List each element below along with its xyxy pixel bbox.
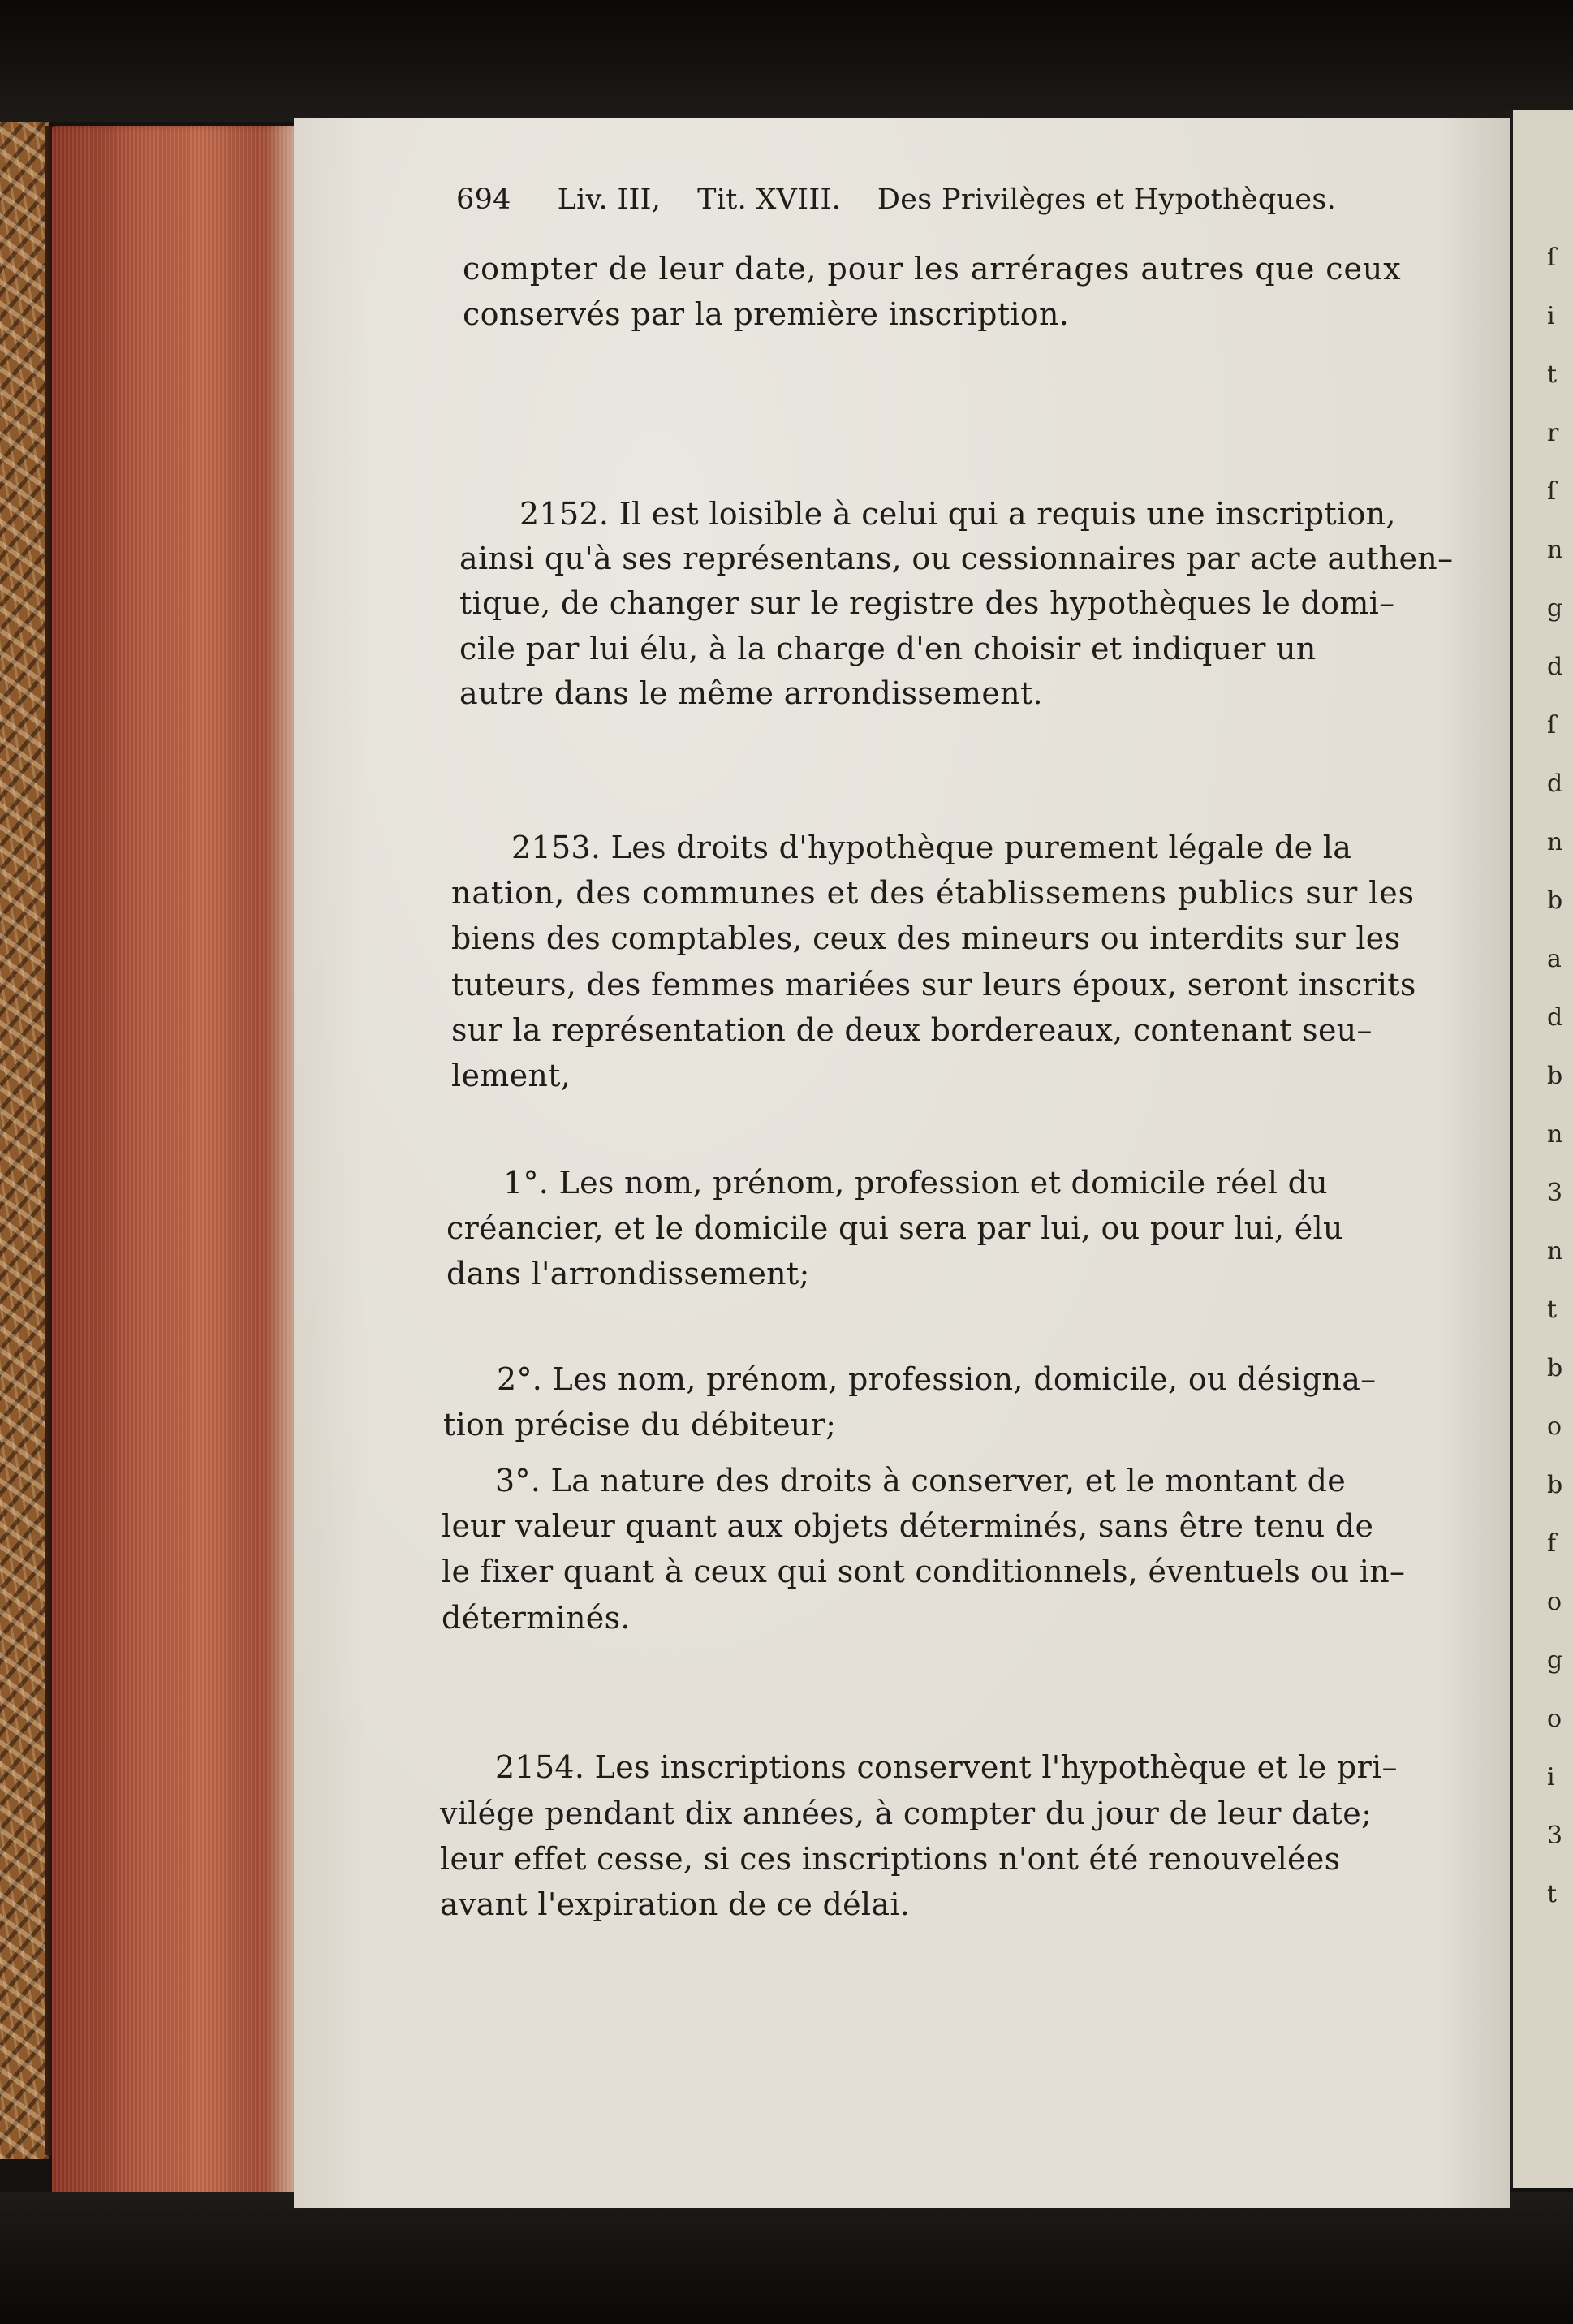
facing-page-glyph: b	[1547, 1354, 1563, 1382]
paragraph-line: 2154. Les inscriptions conservent l'hypothèque et le pri–	[495, 1749, 1398, 1785]
paragraph-line: le fixer quant à ceux qui sont conditionnels, éventuels ou in–	[442, 1554, 1406, 1589]
paragraph-line: biens des comptables, ceux des mineurs ou interdits sur les	[451, 921, 1401, 956]
facing-page-glyph: t	[1547, 1296, 1558, 1324]
facing-page-glyph: f	[1547, 1529, 1557, 1558]
paragraph-line: lement,	[451, 1058, 571, 1093]
paragraph-line: 3°. La nature des droits à conserver, et le montant de	[495, 1463, 1347, 1498]
facing-page-glyph: o	[1547, 1412, 1562, 1441]
facing-page-glyph: ſ	[1547, 477, 1557, 506]
paragraph-line: conservés par la première inscription.	[463, 296, 1070, 332]
page-block-edges	[52, 126, 300, 2204]
photo-top-shadow	[0, 0, 1573, 122]
paragraph-line: créancier, et le domicile qui sera par lui, ou pour lui, élu	[446, 1210, 1343, 1246]
header-subject: Des Privilèges et Hypothèques.	[877, 183, 1337, 216]
paragraph-line: autre dans le même arrondissement.	[459, 675, 1043, 711]
paragraph-line: avant l'expiration de ce délai.	[440, 1886, 911, 1922]
marbled-cover	[0, 122, 49, 2159]
photo-bottom-shadow	[0, 2192, 1573, 2324]
facing-page-glyph: n	[1547, 536, 1563, 564]
facing-page-glyph: d	[1547, 770, 1563, 798]
facing-page-glyph: n	[1547, 1237, 1563, 1265]
paragraph-line: 1°. Les nom, prénom, profession et domicile réel du	[503, 1165, 1329, 1201]
facing-page-glyph: b	[1547, 1471, 1563, 1499]
book-label: Liv. III,	[557, 183, 662, 216]
paragraph-line: tion précise du débiteur;	[443, 1407, 837, 1442]
paragraph-line: ainsi qu'à ses représentans, ou cessionnaires par acte authen–	[459, 541, 1454, 576]
paragraph-line: déterminés.	[442, 1600, 631, 1636]
facing-page-glyph: 3	[1547, 1179, 1563, 1207]
facing-page-glyphs	[1542, 244, 1573, 1948]
facing-page-glyph: 3	[1547, 1822, 1563, 1850]
facing-page-glyph: o	[1547, 1705, 1562, 1733]
page-number: 694	[456, 183, 511, 216]
facing-page-glyph: t	[1547, 1880, 1558, 1908]
paragraph-line: 2°. Les nom, prénom, profession, domicile, ou désigna–	[497, 1361, 1377, 1397]
facing-page-glyph: n	[1547, 1120, 1563, 1149]
facing-page-glyph: d	[1547, 653, 1563, 681]
facing-page-glyph: d	[1547, 1003, 1563, 1032]
paragraph-line: nation, des communes et des établissemens publics sur les	[451, 875, 1415, 911]
facing-page-glyph: t	[1547, 360, 1558, 389]
facing-page-glyph: i	[1547, 1763, 1555, 1792]
paragraph-line: cile par lui élu, à la charge d'en choisir et indiquer un	[459, 631, 1317, 666]
paragraph-line: tuteurs, des femmes mariées sur leurs époux, seront inscrits	[451, 967, 1416, 1002]
facing-page-glyph: g	[1547, 594, 1563, 623]
paragraph-line: 2152. Il est loisible à celui qui a requis une inscription,	[519, 496, 1396, 532]
facing-page-glyph: a	[1547, 945, 1562, 973]
paragraph-line: dans l'arrondissement;	[446, 1256, 810, 1291]
paragraph-line: vilége pendant dix années, à compter du jour de leur date;	[440, 1796, 1373, 1831]
title-label: Tit. XVIII.	[697, 183, 842, 216]
book-page	[294, 118, 1510, 2208]
paragraph-line: leur valeur quant aux objets déterminés, sans être tenu de	[442, 1508, 1374, 1544]
paragraph-line: compter de leur date, pour les arrérages autres que ceux	[463, 251, 1402, 287]
facing-page-glyph: n	[1547, 828, 1563, 856]
paragraph-line: 2153. Les droits d'hypothèque purement légale de la	[511, 830, 1352, 865]
facing-page-glyph: ſ	[1547, 244, 1557, 272]
facing-page-glyph: o	[1547, 1588, 1562, 1616]
facing-page-glyph: b	[1547, 1062, 1563, 1090]
running-header	[456, 181, 1336, 218]
facing-page-glyph: r	[1547, 419, 1559, 447]
facing-page-glyph: ſ	[1547, 711, 1557, 739]
facing-page-glyph: i	[1547, 302, 1555, 330]
paragraph-line: leur effet cesse, si ces inscriptions n'ont été renouvelées	[440, 1841, 1341, 1877]
paragraph-line: tique, de changer sur le registre des hypothèques le domi–	[459, 585, 1395, 621]
facing-page-glyph: b	[1547, 886, 1563, 915]
facing-page-glyph: g	[1547, 1646, 1563, 1675]
paragraph-line: sur la représentation de deux bordereaux, contenant seu–	[451, 1012, 1373, 1048]
